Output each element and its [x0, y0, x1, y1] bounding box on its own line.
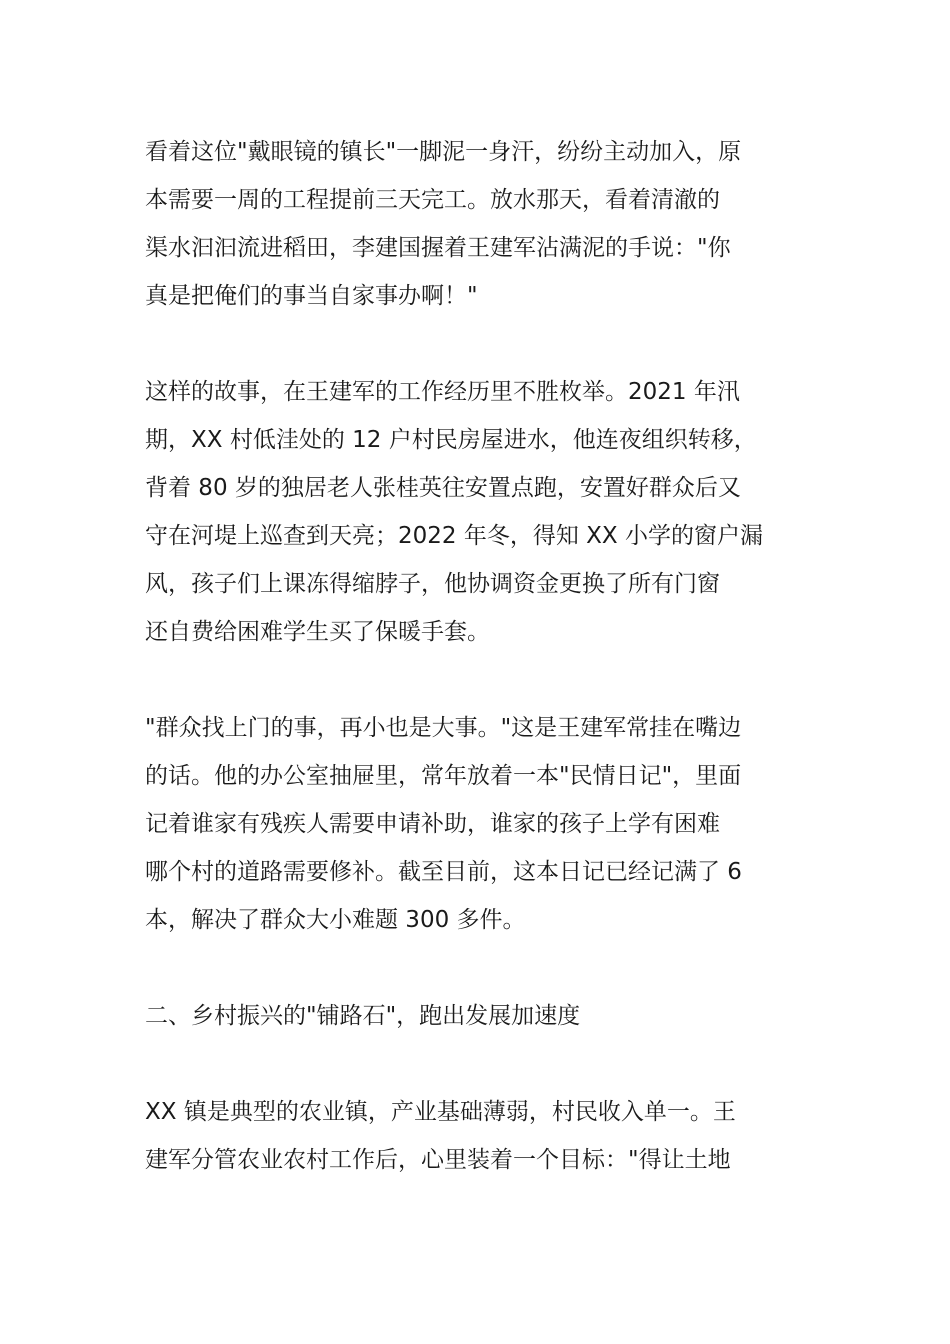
paragraph-3: [145, 704, 810, 944]
text-line: 背着 80 岁的独居老人张桂英往安置点跑，安置好群众后又: [145, 475, 741, 501]
paragraph-spacer: [145, 944, 810, 992]
text-line: 建军分管农业农村工作后，心里装着一个目标："得让土地: [145, 1147, 731, 1173]
text-line: "群众找上门的事，再小也是大事。"这是王建军常挂在嘴边: [145, 715, 742, 741]
text-line: 风，孩子们上课冻得缩脖子，他协调资金更换了所有门窗: [145, 571, 720, 597]
paragraph-4: [145, 1088, 810, 1184]
text-line: 本需要一周的工程提前三天完工。放水那天，看着清澈的: [145, 187, 720, 213]
text-line: 的话。他的办公室抽屉里，常年放着一本"民情日记"，里面: [145, 763, 742, 789]
text-line: XX 镇是典型的农业镇，产业基础薄弱，村民收入单一。王: [145, 1099, 736, 1125]
text-line: 记着谁家有残疾人需要申请补助，谁家的孩子上学有困难: [145, 811, 720, 837]
text-line: 看着这位"戴眼镜的镇长"一脚泥一身汗，纷纷主动加入，原: [145, 139, 742, 165]
text-line: 真是把俺们的事当自家事办啊！": [145, 283, 478, 309]
heading-line: 二、乡村振兴的"铺路石"，跑出发展加速度: [145, 1003, 581, 1029]
paragraph-spacer: [145, 320, 810, 368]
paragraph-spacer: [145, 1040, 810, 1088]
paragraph-2: [145, 368, 810, 656]
text-line: 还自费给困难学生买了保暖手套。: [145, 619, 490, 645]
document-body: [145, 128, 810, 1184]
paragraph-spacer: [145, 656, 810, 704]
text-line: 渠水汩汩流进稻田，李建国握着王建军沾满泥的手说："你: [145, 235, 731, 261]
text-line: 这样的故事，在王建军的工作经历里不胜枚举。2021 年汛: [145, 379, 740, 405]
text-line: 本，解决了群众大小难题 300 多件。: [145, 907, 526, 933]
text-line: 守在河堤上巡查到天亮；2022 年冬，得知 XX 小学的窗户漏: [145, 523, 763, 549]
section-heading: [145, 992, 810, 1040]
paragraph-1: [145, 128, 810, 320]
text-line: 期，XX 村低洼处的 12 户村民房屋进水，他连夜组织转移，: [145, 427, 757, 453]
text-line: 哪个村的道路需要修补。截至目前，这本日记已经记满了 6: [145, 859, 742, 885]
